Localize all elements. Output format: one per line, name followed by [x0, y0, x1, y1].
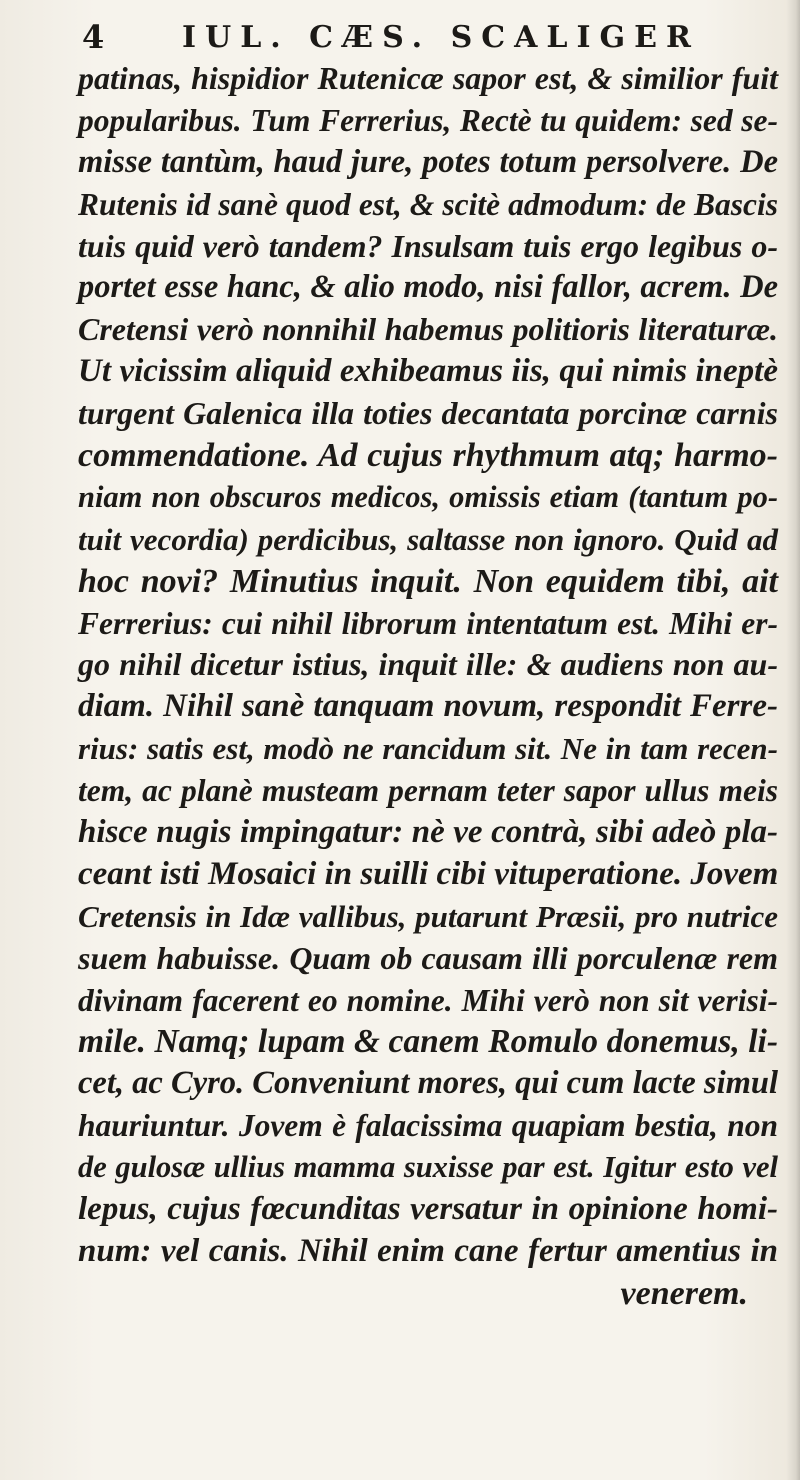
body-text	[78, 58, 778, 1315]
text-line: popularibus. Tum Ferrerius, Rectè tu quidem: sed se-	[78, 102, 778, 138]
text-line: num: vel canis. Nihil enim cane fertur amentius in	[78, 1232, 778, 1269]
text-line: portet esse hanc, & alio modo, nisi fallor, acrem. De	[78, 269, 778, 306]
text-line: lepus, cujus fœcunditas versatur in opinione homi-	[78, 1191, 778, 1228]
text-line: go nihil dicetur istius, inquit ille: & audiens non au-	[78, 646, 778, 683]
text-line: commendatione. Ad cujus rhythmum atq; harmo-	[78, 437, 778, 475]
text-line: Cretensis in Idæ vallibus, putarunt Præsii, pro nutrice	[78, 898, 778, 934]
running-head: IUL. CÆS. SCALIGER	[182, 20, 700, 55]
text-line: tuit vecordia) perdicibus, saltasse non ignoro. Quid ad	[78, 521, 778, 557]
text-line: Rutenis id sanè quod est, & scitè admodum: de Bascis	[78, 186, 778, 222]
text-line: niam non obscuros medicos, omissis etiam (tantum po-	[78, 479, 778, 514]
text-line: Ferrerius: cui nihil librorum intentatum est. Mihi er-	[78, 605, 778, 641]
text-line: ceant isti Mosaici in suilli cibi vituperatione. Jovem	[78, 855, 779, 892]
text-line: diam. Nihil sanè tanquam novum, respondit Ferre-	[78, 688, 778, 725]
text-line: de gulosæ ullius mamma suxisse par est. Igitur esto vel	[78, 1150, 778, 1185]
text-line: Cretensi verò nonnihil habemus politioris literaturæ.	[78, 311, 778, 348]
text-line: tem, ac planè musteam pernam teter sapor ullus meis	[78, 773, 778, 809]
page-number: 4	[82, 18, 105, 56]
text-line: tuis quid verò tandem? Insulsam tuis ergo legibus o-	[78, 227, 778, 264]
text-line: suem habuisse. Quam ob causam illi porculenæ rem	[78, 939, 778, 976]
text-line: Ut vicissim aliquid exhibeamus iis, qui nimis ineptè	[78, 353, 778, 390]
text-line: rius: satis est, modò ne rancidum sit. Ne in tam recen-	[78, 731, 778, 767]
page-header	[70, 18, 750, 58]
text-line: misse tantùm, haud jure, potes totum persolvere. De	[78, 143, 778, 180]
text-line: hisce nugis impingatur: nè ve contrà, sibi adeò pla-	[78, 814, 778, 851]
text-line: mile. Namq; lupam & canem Romulo donemus, li-	[78, 1023, 778, 1061]
text-line-last: venerem.	[620, 1274, 748, 1312]
text-line: hauriuntur. Jovem è falacissima quapiam bestia, non	[78, 1108, 778, 1144]
text-line: turgent Galenica illa toties decantata porcinæ carnis	[78, 395, 778, 432]
text-line: hoc novi? Minutius inquit. Non equidem tibi, ait	[78, 562, 778, 600]
text-line: cet, ac Cyro. Conveniunt mores, qui cum lacte simul	[78, 1065, 778, 1102]
text-line: patinas, hispidior Rutenicæ sapor est, & similior fuit	[78, 60, 778, 96]
page-edge-shadow	[786, 0, 800, 1480]
text-line: divinam facerent eo nomine. Mihi verò non sit verisi-	[78, 982, 778, 1018]
